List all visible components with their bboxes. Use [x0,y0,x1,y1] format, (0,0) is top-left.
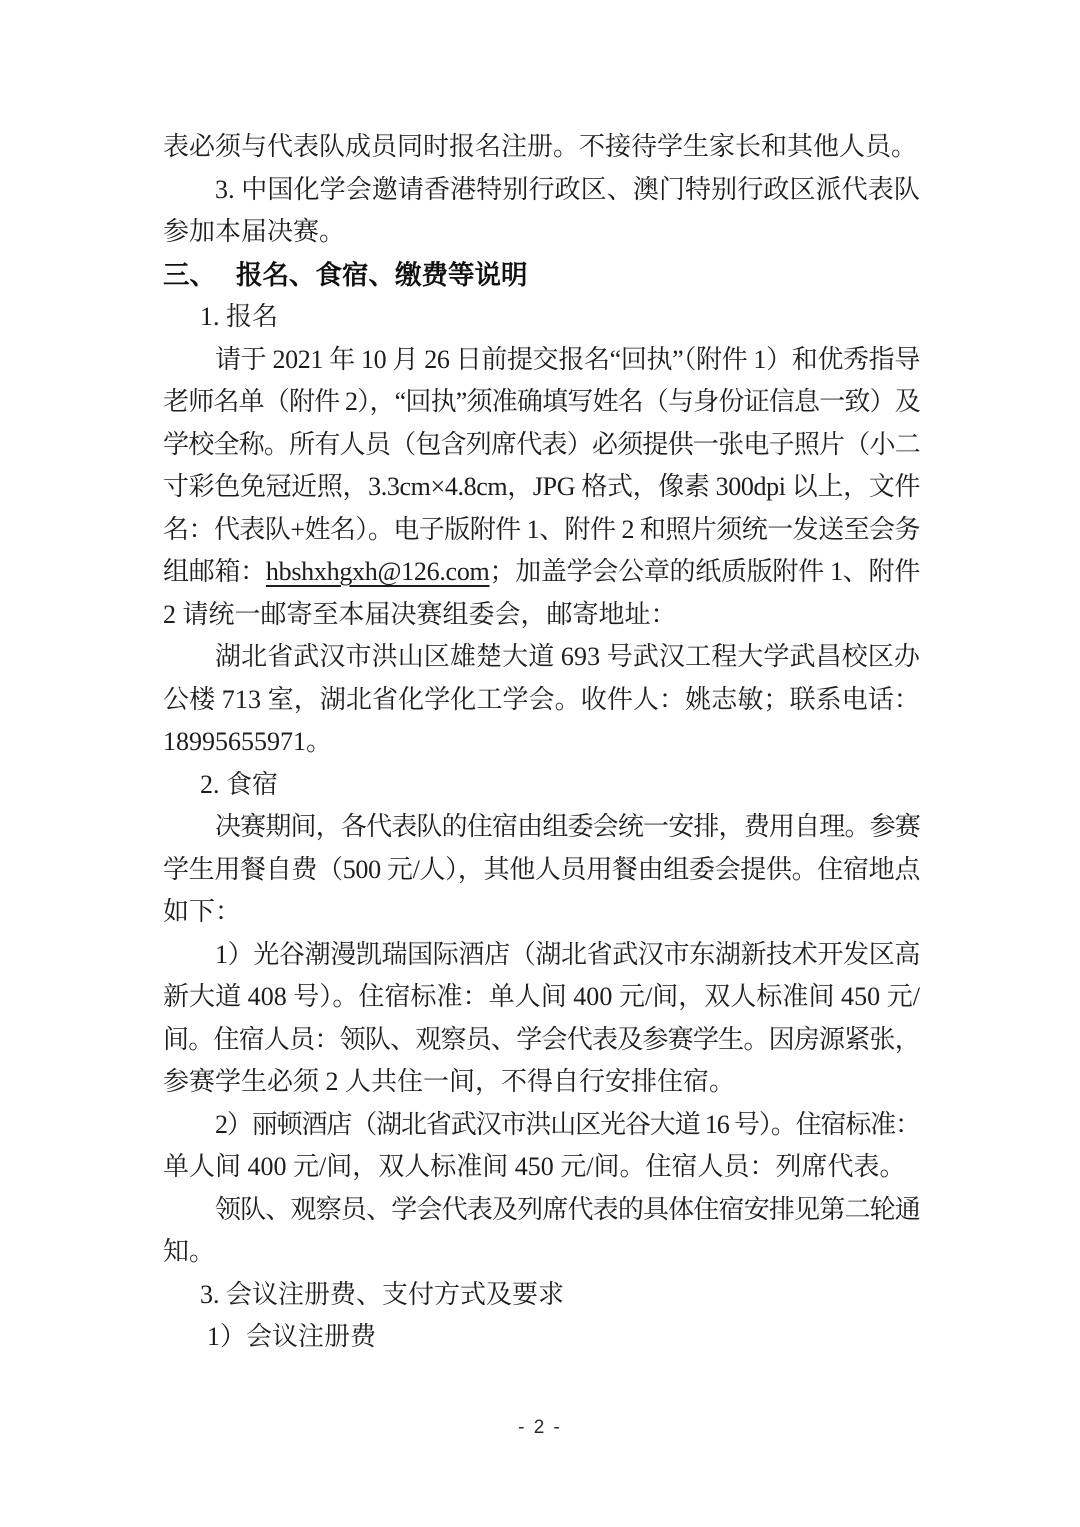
doc-line: 参赛学生必须 2 人共住一间，不得自行安排住宿。 [163,1067,736,1096]
subsection-1-heading: 1. 报名 [200,302,279,331]
doc-line: 如下： [163,897,242,926]
doc-line: 知。 [163,1237,216,1266]
doc-line: 1）光谷潮漫凯瑞国际酒店（湖北省武汉市东湖新技术开发区高 [215,939,920,969]
email-suffix: ；加盖学会公章的纸质版附件 1、附件 [489,557,920,586]
section-3-heading [163,254,920,297]
doc-line: 参加本届决赛。 [163,217,346,246]
doc-line: 领队、观察员、学会代表及列席代表的具体住宿安排见第二轮通 [215,1194,920,1224]
doc-line: 表必须与代表队成员同时报名注册。不接待学生家长和其他人员。 [163,132,918,161]
doc-line: 学校全称。所有人员（包含列席代表）必须提供一张电子照片（小二 [163,429,920,459]
page-number: - 2 - [518,1417,562,1438]
doc-line: 间。住宿人员：领队、观察员、学会代表及参赛学生。因房源紧张， [163,1024,920,1054]
doc-line: 3. 中国化学会邀请香港特别行政区、澳门特别行政区派代表队 [215,174,920,204]
doc-line: 寸彩色免冠近照，3.3cm×4.8cm，JPG 格式，像素 300dpi 以上，文件 [163,472,920,501]
doc-line: 湖北省武汉市洪山区雄楚大道 693 号武汉工程大学武昌校区办 [215,642,920,671]
email-prefix: 组邮箱： [163,557,266,586]
subsection-2-heading: 2. 食宿 [200,769,279,799]
section-number: 三、 [163,259,216,290]
doc-line: 单人间 400 元/间，双人标准间 450 元/间。住宿人员：列席代表。 [163,1152,906,1181]
doc-line: 学生用餐自费（500 元/人），其他人员用餐由组委会提供。住宿地点 [163,854,920,884]
doc-line-email [163,551,920,594]
document-body [163,126,920,1359]
subsection-3-heading: 3. 会议注册费、支付方式及要求 [200,1279,565,1309]
doc-line: 请于 2021 年 10 月 26 日前提交报名“回执”（附件 1）和优秀指导 [215,344,920,374]
sub-item-heading: 1）会议注册费 [207,1322,377,1351]
doc-line: 老师名单（附件 2），“回执”须准确填写姓名（与身份证信息一致）及 [163,387,920,416]
doc-line: 2 请统一邮寄至本届决赛组委会，邮寄地址： [163,599,677,629]
doc-line: 18995655971。 [163,727,333,756]
doc-line: 新大道 408 号）。住宿标准：单人间 400 元/间，双人标准间 450 元/ [163,982,920,1011]
doc-line: 2）丽顿酒店（湖北省武汉市洪山区光谷大道 16 号）。住宿标准： [215,1109,920,1139]
email-link[interactable]: hbshxhgxh@126.com [265,557,490,586]
doc-line: 名：代表队+姓名）。电子版附件 1、附件 2 和照片须统一发送至会务 [163,514,920,544]
section-title: 报名、食宿、缴费等说明 [236,259,528,290]
doc-line: 决赛期间，各代表队的住宿由组委会统一安排，费用自理。参赛 [215,812,920,841]
doc-line: 公楼 713 室，湖北省化学化工学会。收件人：姚志敏；联系电话： [163,684,920,714]
